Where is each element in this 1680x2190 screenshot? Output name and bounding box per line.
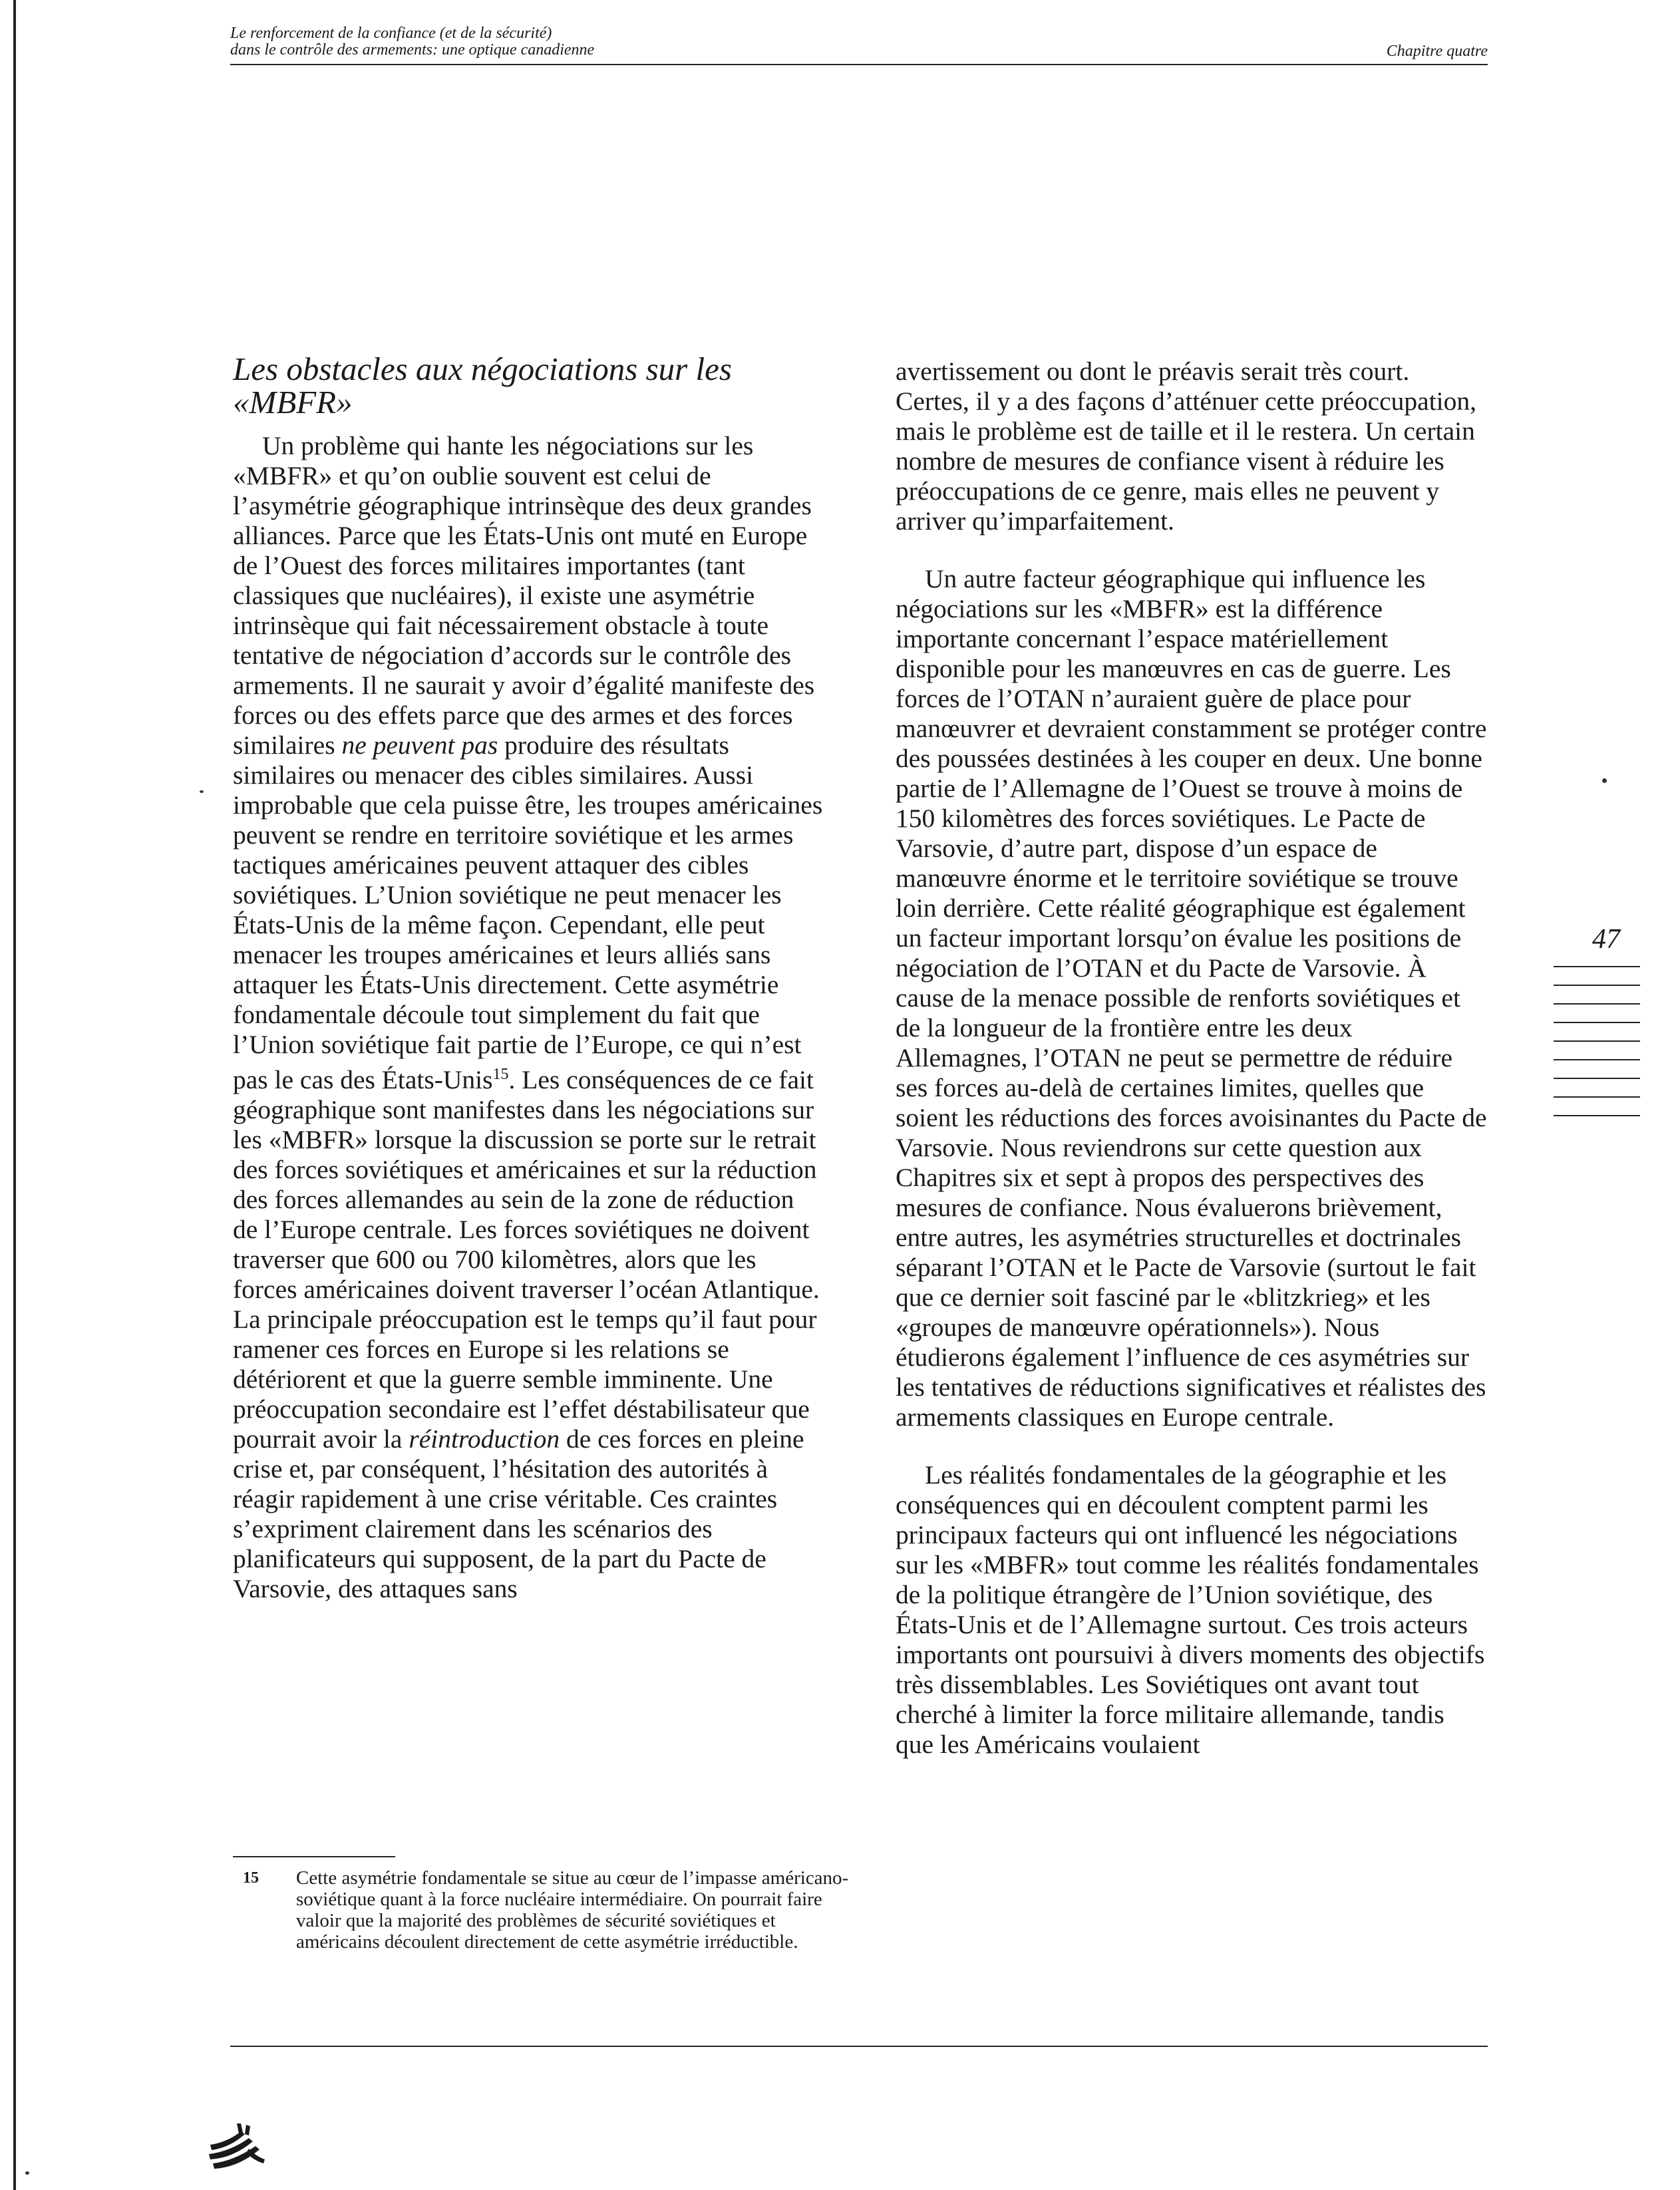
- scan-speck: [1602, 778, 1607, 783]
- tab-line: [1554, 966, 1640, 967]
- header-title-line2: dans le contrôle des armements: une optique canadienne: [230, 41, 595, 59]
- text-run: . Les conséquences de ce fait géographique sont manifestes dans les négociations sur les «MBFR» lorsque la discussion se porte sur le retrait des forces soviétiques et américaines et sur la réduction des forces allemandes au sein de la zone de réduction de l’Europe centrale. Les forces soviétiques ne doivent traverser que 600 ou 700 kilomètres, alors que les forces américaines doivent traverser l’océan Atlantique. La principale préoccupation est le temps qu’il faut pour ramener ces forces en Europe si les relations se détériorent et que la guerre semble imminente. Une préoccupation secondaire est l’effet déstabilisateur que pourrait avoir la: [233, 1065, 820, 1454]
- header-rule: [230, 64, 1488, 65]
- tab-line: [1554, 985, 1640, 986]
- text-run: Un problème qui hante les négociations sur les «MBFR» et qu’on oublie souvent est celui de l’asymétrie géographique intrinsèque des deux grandes alliances. Parce que les États-Unis ont muté en Europe de l’Ouest des forces militaires importantes (tant classiques que nucléaires), il existe une asymétrie intrinsèque qui fait nécessairement obstacle à toute tentative de négociation d’accords sur le contrôle des armements. Il ne saurait y avoir d’égalité manifeste des forces ou des effets parce que des armes et des forces similaires: [233, 431, 815, 760]
- paragraph-3: Les réalités fondamentales de la géographie et les conséquences qui en découlent comptent parmi les principaux facteurs qui ont influencé les négociations sur les «MBFR» tout comme les réalités fondamentales de la politique étrangère de l’Union soviétique, des États-Unis et de l’Allemagne surtout. Ces trois acteurs importants ont poursuivi à divers moments des objectifs très dissemblables. Les Soviétiques ont avant tout cherché à limiter la force militaire allemande, tandis que les Américains voulaient: [896, 1460, 1485, 1759]
- text-run: produire des résultats similaires ou menacer des cibles similaires. Aussi improbable que cela puisse être, les troupes américaines peuvent se rendre en territoire soviétique et les armes tactiques américaines peuvent attaquer des cibles soviétiques. L’Union soviétique ne peut menacer les États-Unis de la même façon. Cependant, elle peut menacer les troupes américaines et leurs alliés sans attaquer les États-Unis directement. Cette asymétrie fondamentale découle tout simplement du fait que l’Union soviétique fait partie de l’Europe, ce qui n’est pas le cas des États-Unis: [233, 730, 823, 1095]
- right-column: [896, 357, 1488, 1760]
- tab-line: [1554, 1096, 1640, 1098]
- emphasis-text: réintroduction: [409, 1424, 560, 1454]
- tab-line: [1554, 1115, 1640, 1116]
- footnote: [243, 1867, 862, 1953]
- tab-line: [1554, 1059, 1640, 1060]
- section-title: Les obstacles aux négociations sur les «MBFR»: [233, 351, 732, 420]
- running-header: [230, 25, 1488, 65]
- footnote-text: Cette asymétrie fondamentale se situe au cœur de l’impasse américano-soviétique quant à la force nucléaire intermédiaire. On pourrait faire valoir que la majorité des problèmes de sécurité soviétiques et américains découlent directement de cette asymétrie irréductible.: [296, 1867, 849, 1953]
- edge-tab-lines: [1554, 966, 1640, 1134]
- emphasis-text: ne peuvent pas: [341, 730, 498, 760]
- header-title-line1: Le renforcement de la confiance (et de la sécurité): [230, 25, 552, 42]
- footer-rule: [230, 2046, 1488, 2047]
- tab-line: [1554, 1078, 1640, 1079]
- tab-line: [1554, 1040, 1640, 1042]
- paragraph-1-continued: avertissement ou dont le préavis serait très court. Certes, il y a des façons d’atténuer cette préoccupation, mais le problème est de taille et il le restera. Un certain nombre de mesures de confiance visent à réduire les préoccupations de ce genre, mais elles ne peuvent y arriver qu’imparfaitement.: [896, 357, 1477, 536]
- paragraph-2: Un autre facteur géographique qui influence les négociations sur les «MBFR» est la différence importante concernant l’espace matériellement disponible pour les manœuvres en cas de guerre. Les forces de l’OTAN n’auraient guère de place pour manœuvrer et devraient constamment se protéger contre des poussées destinées à les couper en deux. Une bonne partie de l’Allemagne de l’Ouest se trouve à moins de 150 kilomètres des forces soviétiques. Le Pacte de Varsovie, d’autre part, dispose d’un espace de manœuvre énorme et le territoire soviétique se trouve loin derrière. Cette réalité géographique est également un facteur important lorsqu’on évalue les positions de négociation de l’OTAN et du Pacte de Varsovie. À cause de la menace possible de renforts soviétiques et de la longueur de la frontière entre les deux Allemagnes, l’OTAN ne peut se permettre de réduire ses forces au-delà de certaines limites, quelles que soient les réductions des forces avoisinantes du Pacte de Varsovie. Nous reviendrons sur cette question aux Chapitres six et sept à propos des perspectives des mesures de confiance. Nous évaluerons brièvement, entre autres, les asymétries structurelles et doctrinales séparant l’OTAN et le Pacte de Varsovie (surtout le fait que ce dernier soit fasciné par le «blitzkrieg» et les «groupes de manœuvre opérationnels»). Nous étudierons également l’influence de ces asymétries sur les tentatives de réductions significatives et réalistes des armements classiques en Europe centrale.: [896, 564, 1487, 1432]
- paragraph-1: [233, 431, 825, 1604]
- header-chapter: Chapitre quatre: [1386, 43, 1488, 60]
- scan-speck: [200, 790, 204, 793]
- scan-speck: [25, 2171, 29, 2175]
- text-run: de ces forces en pleine crise et, par conséquent, l’hésitation des autorités à réagir rapidement à une crise véritable. Ces craintes s’expriment clairement dans les scénarios des planificateurs qui supposent, de la part du Pacte de Varsovie, des attaques sans: [233, 1424, 804, 1604]
- page-number: 47: [1592, 924, 1620, 955]
- tab-line: [1554, 1003, 1640, 1005]
- tab-line: [1554, 1022, 1640, 1023]
- footnote-number: 15: [243, 1869, 259, 1887]
- footnote-ref: 15: [492, 1066, 509, 1083]
- publisher-logo-icon: [208, 2122, 266, 2170]
- footnote-rule: [233, 1856, 395, 1857]
- scan-left-edge: [13, 0, 16, 2190]
- left-column: [233, 353, 825, 1604]
